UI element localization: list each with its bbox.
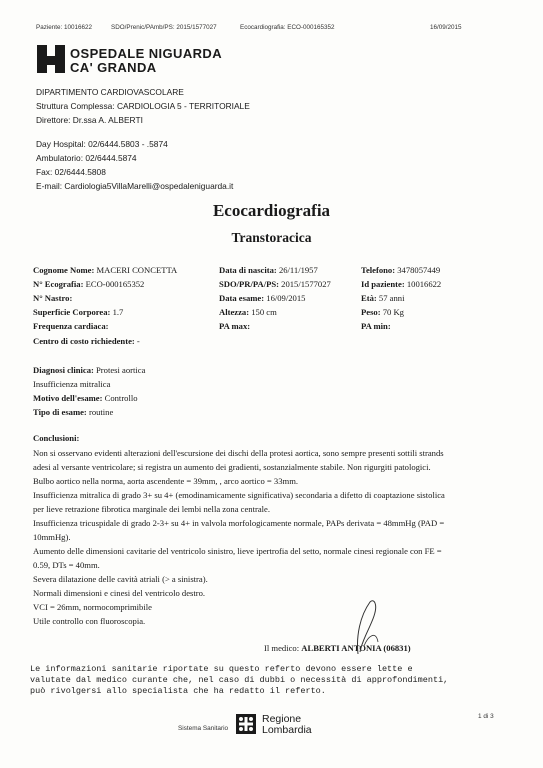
page-number: 1 di 3 [478,713,494,720]
regione-lombardia-logo-icon [236,714,256,734]
info-eta: Età: 57 anni [361,293,405,303]
disclaimer-line: Le informazioni sanitarie riportate su questo referto devono essere lette e [30,664,413,674]
info-esame: Data esame: 16/09/2015 [219,293,306,303]
day-hospital: Day Hospital: 02/6444.5803 - .5874 [36,139,168,149]
signature-line: Il medico: ALBERTI ANTONIA (06831) [264,643,411,653]
direttore: Direttore: Dr.ssa A. ALBERTI [36,115,143,125]
topbar-eco: Ecocardiografia: ECO-000165352 [240,24,335,31]
topbar-sdo: SDO/Prenic/PAmb/PS: 2015/1577027 [111,24,217,31]
sistema-sanitario: Sistema Sanitario [178,725,229,732]
hospital-name-line2: CA' GRANDA [70,60,157,75]
fax: Fax: 02/6444.5808 [36,167,106,177]
disclaimer-line: valutate dal medico curante che, nel caso di dubbi o necessità di approfondimenti, [30,675,449,685]
conclusion-line: Severa dilatazione delle cavità atriali (> a sinistra). [33,574,208,584]
department: DIPARTIMENTO CARDIOVASCOLARE [36,87,184,97]
topbar-date: 16/09/2015 [430,24,462,31]
conclusion-line: 10mmHg). [33,532,71,542]
motivo-esame: Motivo dell'esame: Controllo [33,393,138,403]
signature-scribble-icon [352,596,382,656]
info-centro: Centro di costo richiedente: - [33,336,140,346]
hospital-name-line1: OSPEDALE NIGUARDA [70,46,222,61]
conclusion-line: Normali dimensioni e cinesi del ventricolo destro. [33,588,206,598]
info-pamin: PA min: [361,321,391,331]
info-id: Id paziente: 10016622 [361,279,442,289]
conclusion-line: Non si osservano evidenti alterazioni dell'escursione dei dischi della protesi aortica, sono sempre presenti sottili strands [33,448,444,458]
conclusion-line: adesi al versante ventricolare; si registra un aumento dei gradienti, sostanzialmente stabile. Non rigurgiti patologici. [33,462,431,472]
conclusion-line: Utile controllo con fluoroscopia. [33,616,146,626]
conclusion-line: 0.59, DTs = 40mm. [33,560,100,570]
info-superficie: Superficie Corporea: 1.7 [33,307,124,317]
info-frequenza: Frequenza cardiaca: [33,321,109,331]
info-peso: Peso: 70 Kg [361,307,404,317]
lombardia-label: Lombardia [262,724,312,736]
disclaimer-line: può rivolgersi allo specialista che ha redatto il referto. [30,686,326,696]
conclusion-line: Bulbo aortico nella norma, aorta ascendente = 39mm, , arco aortico = 33mm. [33,476,299,486]
regione-label: Regione [262,713,302,725]
info-cognome: Cognome Nome: MACERI CONCETTA [33,265,178,275]
conclusion-line: Insufficienza mitralica di grado 3+ su 4+ (emodinamicamente significativa) secondaria a difetto di coaptazione sistolica [33,490,445,500]
topbar-patient: Paziente: 10016622 [36,24,93,31]
conclusion-line: VCI = 26mm, normocomprimibile [33,602,152,612]
info-sdo: SDO/PR/PA/PS: 2015/1577027 [219,279,331,289]
tipo-esame: Tipo di esame: routine [33,407,114,417]
diagnosi-clinica-2: Insufficienza mitralica [33,379,111,389]
conclusion-line: Aumento delle dimensioni cavitarie del ventricolo sinistro, lieve ipertrofia del setto, normale cinesi regionale con FE = [33,546,442,556]
report-subtitle: Transtoracica [231,230,312,245]
email: E-mail: Cardiologia5VillaMarelli@ospedaleniguarda.it [36,181,234,191]
info-pamax: PA max: [219,321,251,331]
info-nascita: Data di nascita: 26/11/1957 [219,265,318,275]
struttura: Struttura Complessa: CARDIOLOGIA 5 - TERRITORIALE [36,101,250,111]
ambulatorio: Ambulatorio: 02/6444.5874 [36,153,137,163]
info-eco: N° Ecografia: ECO-000165352 [33,279,145,289]
info-telefono: Telefono: 3478057449 [361,265,441,275]
info-nastro: N° Nastro: [33,293,73,303]
report-title: Ecocardiografia [212,201,331,220]
hospital-logo-icon [37,45,65,73]
conclusioni-label: Conclusioni: [33,433,80,443]
diagnosi-clinica: Diagnosi clinica: Protesi aortica [33,365,146,375]
conclusion-line: per lieve retrazione fibrotica marginale dei lembi nella zona centrale. [33,504,271,514]
conclusion-line: Insufficienza tricuspidale di grado 2-3+ su 4+ in valvola morfologicamente normale, PAPs derivata = 48mmHg (PAD = [33,518,445,528]
info-altezza: Altezza: 150 cm [219,307,277,317]
